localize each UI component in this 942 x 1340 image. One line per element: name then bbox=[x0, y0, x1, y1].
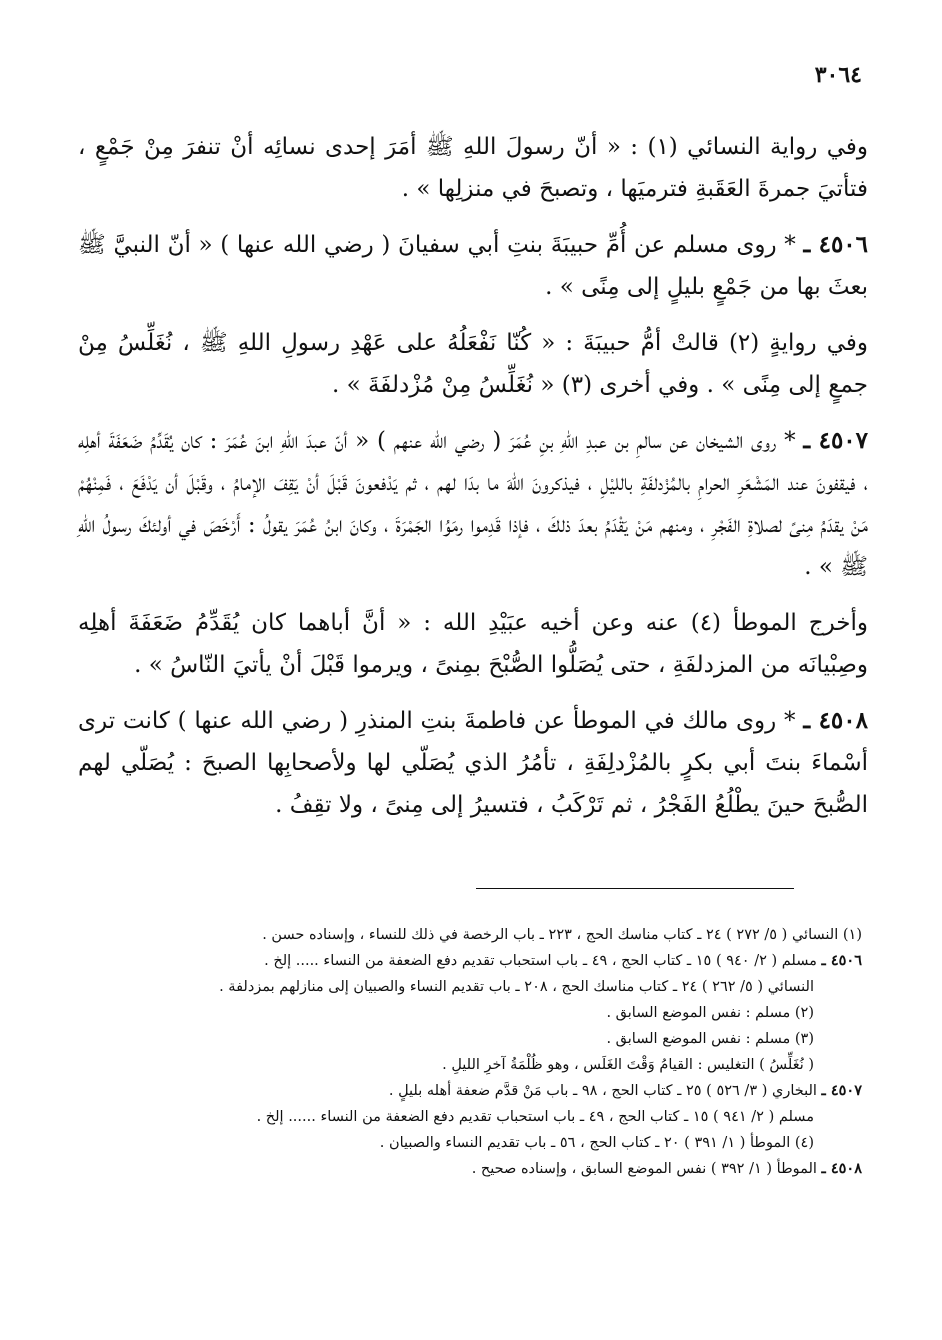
footnote-divider bbox=[476, 888, 794, 889]
paragraph-muwatta-riwaya bbox=[78, 602, 868, 686]
page-number: ٣٠٦٤ bbox=[814, 62, 862, 88]
hadith-number: ٤٥٠٦ ـ bbox=[803, 231, 869, 258]
footnote: (٤) الموطأ ( ١/ ٣٩١ ) ٢٠ ـ كتاب الحج ، ٥٦ ـ باب تقديم النساء والصبيان . bbox=[379, 1135, 814, 1151]
footnote: (١) النسائي ( ٥/ ٢٧٢ ) ٢٤ ـ كتاب مناسك الحج ، ٢٢٣ ـ باب الرخصة في ذلك للنساء ، وإسناده حسن . bbox=[262, 927, 862, 943]
paragraph-nasai-riwaya bbox=[78, 126, 868, 210]
footnote: ٤٥٠٨ ـ الموطأ ( ١/ ٣٩٢ ) نفس الموضع السابق ، وإسناده صحيح . bbox=[471, 1160, 862, 1177]
hadith-number: ٤٥٠٨ ـ bbox=[803, 707, 868, 734]
hadith-number: ٤٥٠٧ ـ bbox=[803, 427, 869, 454]
footnote: ٤٥٠٦ ـ مسلم ( ٢/ ٩٤٠ ) ١٥ ـ كتاب الحج ، ٤٩ ـ باب استحباب تقديم دفع الضعفة من النساء ..... إلخ . bbox=[264, 952, 862, 969]
paragraph-text: وفي رواية النسائي (١) : « أنّ رسولَ اللهِ ﷺ أمَرَ إحدى نسائِه أنْ تنفرَ مِنْ جَمْعٍ ، فتأتيَ جمرةَ العَقَبةِ فترميَها ، وتصبحَ في منزلِها » . bbox=[78, 134, 869, 202]
paragraph-4507 bbox=[78, 420, 868, 588]
footnote: (٢) مسلم : نفس الموضع السابق . bbox=[606, 1005, 814, 1021]
footnote: مسلم ( ٢/ ٩٤١ ) ١٥ ـ كتاب الحج ، ٤٩ ـ باب استحباب تقديم دفع الضعفة من النساء ...... إلخ . bbox=[256, 1109, 814, 1125]
paragraph-text: وأخرج الموطأ (٤) عنه وعن أخيه عبَيْدِ الله : « أنَّ أباهما كان يُقَدِّمُ ضَعَفَةَ أهلِه وصِبْيانَه من المزدلفَةِ ، حتى يُصَلُّوا الصُّبْحَ بمِنىً ، ويرموا قَبْلَ أنْ يأتيَ النّاسُ » . bbox=[78, 610, 868, 678]
footnote: ( نُغَلِّسُ ) التغليس : القيامُ وَقْتَ الغَلَس ، وهو ظُلْمَةُ آخرِ الليلِ . bbox=[442, 1057, 814, 1073]
paragraph-text: * روى الشيخان عن سالمِ بن عبدِ اللهِ بنِ عُمَرَ ( رضي الله عنهم ) « أنّ عبدَ اللهِ ابنَ عُمَرَ : كان يُقَدِّمُ ضَعَفَةَ أهلِه ، فيقفونَ عند المَشْعَرِ الحرامِ بالمُزْدلفَةِ بالليْلِ ، فيذكرونَ اللهَ ما بدَا لهم ، ثم يَدْفعونَ قَبْلَ أنْ يَقِفَ الإمامُ ، وقَبْلَ أن يَدْفَعَ ، فَمِنْهُمْ مَنْ يقدَمُ مِنىً لصلاةِ الفَجْرِ ، ومنهم مَنْ يَقْدَمُ بعدَ ذلكَ ، فإذا قَدِموا رمَوُا الجَمْرَةَ ، وكانَ ابنُ عُمَرَ يقولُ : أَرْخَصَ في أولئكَ رسولُ اللهِ ﷺ » . bbox=[78, 428, 868, 580]
paragraph-text: * روى مسلم عن أُمِّ حبيبَةَ بنتِ أبي سفيانَ ( رضي الله عنها ) « أنّ النبيَّ ﷺ بعثَ بها من جَمْعٍ بليلٍ إلى مِنًى » . bbox=[78, 232, 868, 300]
paragraph-4508 bbox=[78, 700, 868, 826]
paragraph-4506 bbox=[78, 224, 868, 308]
footnote: النسائي ( ٥/ ٢٦٢ ) ٢٤ ـ كتاب مناسك الحج ، ٢٠٨ ـ باب تقديم النساء والصبيان إلى منازلهم بمزدلفة . bbox=[219, 979, 814, 995]
footnote: (٣) مسلم : نفس الموضع السابق . bbox=[606, 1031, 814, 1047]
paragraph-text: وفي روايةٍ (٢) قالتْ أمُّ حبيبَةَ : « كُنّا نَفْعَلُهُ على عَهْدِ رسولِ اللهِ ﷺ ، نُغَلِّسُ مِنْ جمعٍ إلى مِنًى » . وفي أخرى (٣) « نُغَلِّسُ مِنْ مُزْدلفَةَ » . bbox=[78, 330, 868, 398]
footnotes bbox=[162, 922, 862, 1182]
main-text bbox=[78, 126, 868, 840]
paragraph-umm-habiba-riwaya bbox=[78, 322, 868, 406]
paragraph-text: * روى مالك في الموطأ عن فاطمةَ بنتِ المنذرِ ( رضي الله عنها ) كانت ترى أسْماءَ بنتَ أبي بكرٍ بالمُزْدلِفَةِ ، تأمُرُ الذي يُصَلّي لها ولأصحابِها الصبحَ : يُصَلّي لهم الصُّبحَ حينَ يطْلُعُ الفَجْرُ ، ثم تَرْكَبُ ، فتسيرُ إلى مِنىً ، ولا تقِفُ . bbox=[78, 708, 868, 818]
footnote: ٤٥٠٧ ـ البخاري ( ٣/ ٥٢٦ ) ٢٥ ـ كتاب الحج ، ٩٨ ـ باب مَنْ قدَّم ضعفة أهله بليلٍ . bbox=[388, 1082, 862, 1099]
